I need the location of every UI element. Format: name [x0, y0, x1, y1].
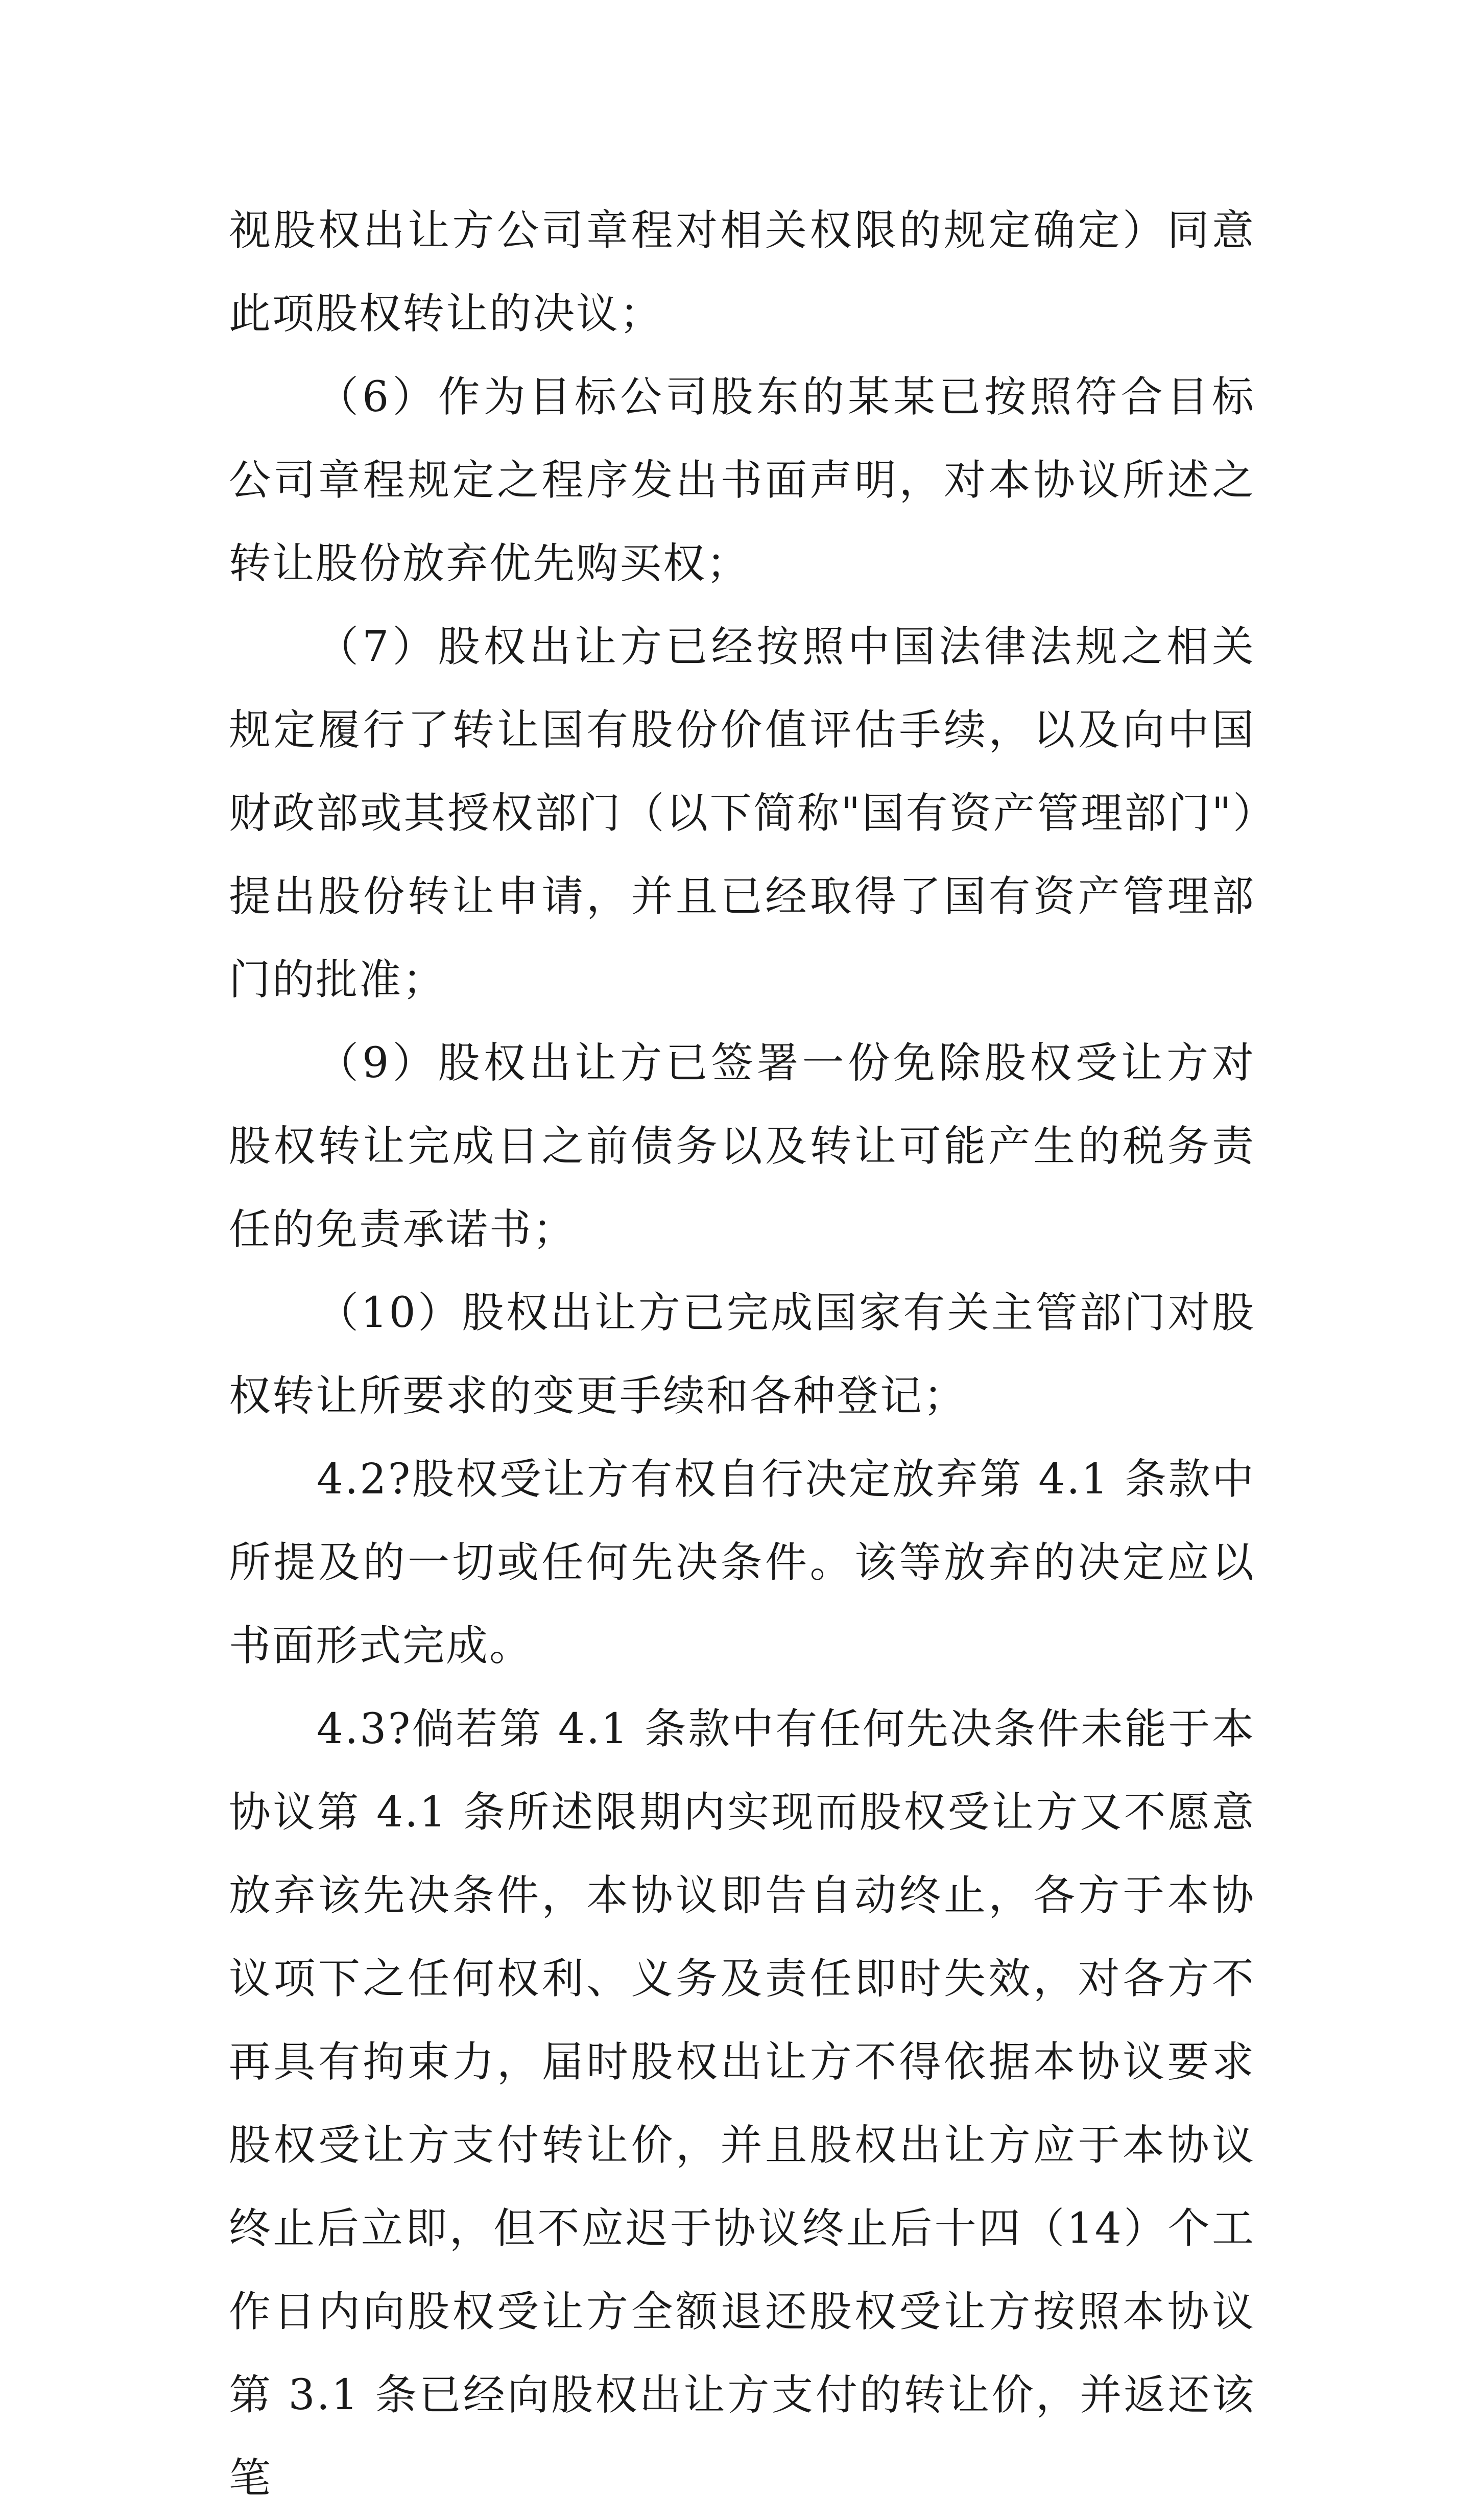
- paragraph-clause-10: （10）股权出让方已完成国家有关主管部门对股权转让所要求的变更手续和各种登记；: [229, 1289, 1255, 1420]
- paragraph-clause-7: （7）股权出让方已经按照中国法律法规之相关规定履行了转让国有股份价值评估手续，以及向中国财政部或其授权部门（以下简称"国有资产管理部门"）提出股份转让申请，并且已经取得了国有资产管理部门的批准；: [229, 623, 1255, 1004]
- document-body: [229, 189, 1255, 2520]
- paragraph-continuation: 视股权出让方公司章程对相关权限的规定确定）同意此项股权转让的决议；: [229, 206, 1255, 338]
- paragraph-clause-4-2: 4.2?股权受让方有权自行决定放弃第 4.1 条款中所提及的一切或任何先决条件。该等放弃的决定应以书面形式完成。: [229, 1455, 1255, 1670]
- paragraph-clause-4-3: 4.3?倘若第 4.1 条款中有任何先决条件未能于本协议第 4.1 条所述限期内实现而股权受让方又不愿意放弃该先决条件，本协议即告自动终止，各方于本协议项下之任何权利、义务及责任即时失效，对各方不再具有拘束力，届时股权出让方不得依据本协议要求股权受让方支付转让价，并且股权出让方应于本协议终止后立即，但不应迟于协议终止后十四（14）个工作日内向股权受让方全额退还股权受让方按照本协议第 3.1 条已经向股权出让方支付的转让价，并返还该笔: [229, 1705, 1255, 2503]
- paragraph-clause-6: （6）作为目标公司股东的某某已按照符合目标公司章程规定之程序发出书面声明，对本协议所述之转让股份放弃优先购买权；: [229, 373, 1255, 588]
- paragraph-clause-9: （9）股权出让方已签署一份免除股权受让方对股权转让完成日之前债务以及转让可能产生的税务责任的免责承诺书；: [229, 1039, 1255, 1254]
